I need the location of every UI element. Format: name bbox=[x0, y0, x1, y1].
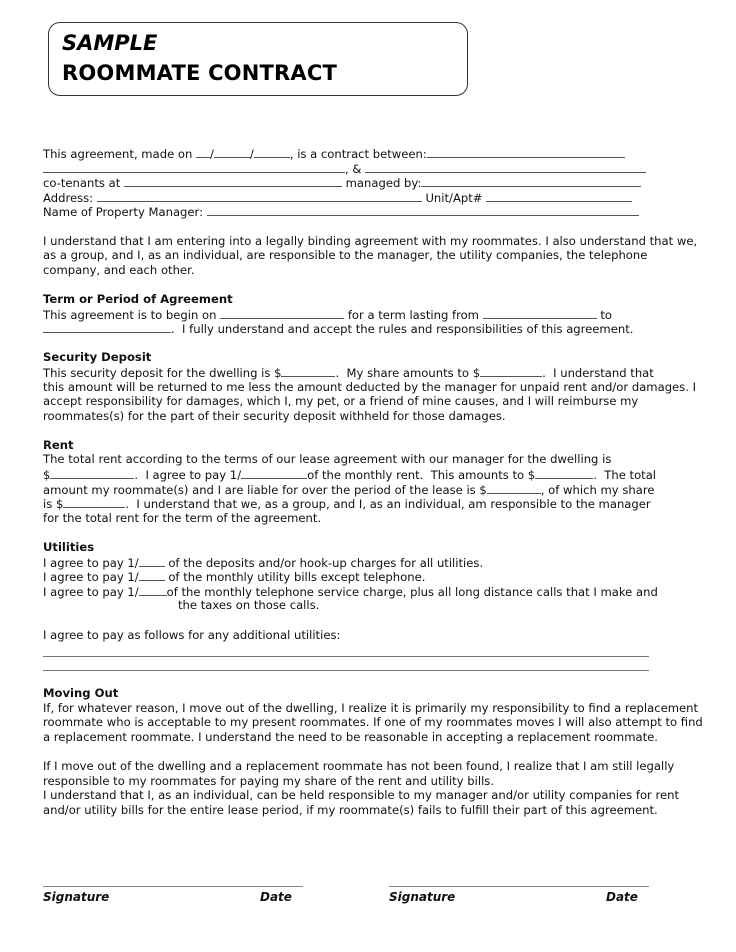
signature-label: Signature bbox=[43, 890, 110, 904]
date-year-field[interactable] bbox=[254, 146, 290, 158]
party-2-field[interactable] bbox=[43, 161, 345, 173]
utility-bills-fraction-field[interactable] bbox=[139, 569, 165, 581]
term-line-2 bbox=[43, 321, 703, 336]
text: , of which my share bbox=[540, 482, 655, 497]
text: of the deposits and/or hook-up charges for all utilities. bbox=[164, 555, 484, 570]
rent-line-4 bbox=[43, 496, 703, 511]
deposit-paragraph: this amount will be returned to me less the amount deducted by the manager for unpaid rent and/or damages. I accept responsibility for damages, which I, my pet, or a friend of mine causes, and I will reimburse my roommates(s) for the part of their security deposit withheld for those damages. bbox=[43, 379, 697, 423]
lease-share-field[interactable] bbox=[63, 496, 125, 508]
utilities-line-3-cont: the taxes on those calls. bbox=[178, 598, 320, 613]
text: / bbox=[210, 147, 214, 161]
term-to-field[interactable] bbox=[43, 321, 171, 333]
parties-line-3 bbox=[43, 175, 703, 190]
monthly-share-field[interactable] bbox=[535, 467, 593, 479]
text: amount my roommate(s) and I are liable for over the period of the lease is $ bbox=[43, 482, 487, 497]
text: co-tenants at bbox=[43, 176, 124, 191]
total-rent-field[interactable] bbox=[50, 467, 134, 479]
title-box bbox=[48, 22, 468, 96]
text: Name of Property Manager: bbox=[43, 205, 207, 220]
term-line-1 bbox=[43, 307, 703, 322]
deposit-share-field[interactable] bbox=[480, 365, 542, 377]
date-label: Date bbox=[260, 890, 292, 904]
date-month-field[interactable] bbox=[196, 146, 210, 158]
text: , & bbox=[345, 161, 366, 176]
text: This agreement is to begin on bbox=[43, 307, 221, 322]
co-tenants-at-field[interactable] bbox=[124, 175, 342, 187]
hookup-fraction-field[interactable] bbox=[139, 555, 165, 567]
deposit-amount-field[interactable] bbox=[281, 365, 335, 377]
document-title: ROOMMATE CONTRACT bbox=[62, 61, 337, 85]
additional-utilities-field-2[interactable] bbox=[43, 657, 649, 672]
rent-line-5: for the total rent for the term of the agreement. bbox=[43, 510, 322, 525]
property-manager-field[interactable] bbox=[207, 204, 639, 216]
intro-paragraph: I understand that I am entering into a legally binding agreement with my roommates. I also understand that we, as a group, and I, as an individual, are responsible to the manager, the utility companies, the telephone company, and each other. bbox=[43, 233, 698, 277]
moving-out-paragraph-1: If, for whatever reason, I move out of the dwelling, I realize it is primarily my responsibility to find a replacement roommate who is acceptable to my present roommates. If one of my roommates moves I will also attempt to find a replacement roommate. I understand the need to be reasonable in accepting a replacement roommate. bbox=[43, 700, 703, 744]
utilities-line-2 bbox=[43, 569, 703, 584]
managed-by-field[interactable] bbox=[421, 175, 641, 187]
text: / bbox=[249, 147, 254, 161]
telephone-fraction-field[interactable] bbox=[139, 584, 167, 596]
text: is $ bbox=[43, 497, 64, 512]
party-1-field[interactable] bbox=[427, 146, 625, 158]
text: . I understand that bbox=[542, 365, 654, 380]
signature-area bbox=[43, 886, 653, 910]
additional-utilities-label: I agree to pay as follows for any additional utilities: bbox=[43, 627, 341, 642]
signature-line-2[interactable] bbox=[389, 886, 649, 887]
rent-line-2 bbox=[43, 467, 703, 482]
date-day-field[interactable] bbox=[214, 146, 250, 158]
address-field[interactable] bbox=[97, 190, 422, 202]
text: of the monthly rent. This amounts to $ bbox=[307, 468, 536, 483]
parties-line-4 bbox=[43, 190, 703, 205]
lease-total-field[interactable] bbox=[487, 482, 541, 494]
text: This security deposit for the dwelling is $ bbox=[43, 365, 282, 380]
moving-out-paragraph-2: If I move out of the dwelling and a replacement roommate has not been found, I realize that I am still legally responsible to my roommates for paying my share of the rent and utility bills. bbox=[43, 758, 675, 788]
rent-line-1: The total rent according to the terms of our lease agreement with our manager for the dwelling is bbox=[43, 452, 612, 467]
utilities-line-1 bbox=[43, 555, 703, 570]
text: , is a contract between: bbox=[289, 147, 427, 161]
security-deposit-heading: Security Deposit bbox=[43, 350, 152, 365]
party-3-field[interactable] bbox=[365, 161, 646, 173]
text: . I fully understand and accept the rules and responsibilities of this agreement. bbox=[171, 322, 634, 337]
rent-line-3 bbox=[43, 482, 703, 497]
text: $ bbox=[43, 468, 51, 483]
text: This agreement, made on bbox=[43, 147, 197, 161]
text: . I understand that we, as a group, and I, as an individual, am responsible to the manager bbox=[125, 497, 651, 512]
date-label: Date bbox=[606, 890, 638, 904]
unit-apt-field[interactable] bbox=[486, 190, 632, 202]
text: . My share amounts to $ bbox=[335, 365, 481, 380]
deposit-line-1 bbox=[43, 365, 703, 380]
rent-fraction-field[interactable] bbox=[241, 467, 307, 479]
rent-heading: Rent bbox=[43, 437, 74, 452]
contract-body bbox=[43, 146, 703, 817]
text: Address: bbox=[43, 190, 97, 205]
parties-line-5 bbox=[43, 204, 703, 219]
text: of the monthly utility bills except telephone. bbox=[164, 570, 426, 585]
parties-line-2 bbox=[43, 161, 703, 176]
text: I agree to pay 1/ bbox=[43, 555, 139, 570]
sample-label: SAMPLE bbox=[62, 31, 158, 55]
moving-out-heading: Moving Out bbox=[43, 685, 119, 700]
text: for a term lasting from bbox=[344, 307, 483, 322]
text: Unit/Apt# bbox=[421, 190, 487, 205]
text: to bbox=[596, 307, 612, 322]
term-from-field[interactable] bbox=[483, 307, 597, 319]
text: of the monthly telephone service charge, plus all long distance calls that I make and bbox=[166, 584, 658, 599]
text: I agree to pay 1/ bbox=[43, 570, 139, 585]
additional-utilities-field-1[interactable] bbox=[43, 642, 649, 657]
text: . I agree to pay 1/ bbox=[134, 468, 242, 483]
signature-block-1 bbox=[43, 886, 303, 904]
text: . The total bbox=[593, 468, 657, 483]
signature-block-2 bbox=[389, 886, 649, 904]
term-heading: Term or Period of Agreement bbox=[43, 291, 233, 306]
signature-label: Signature bbox=[389, 890, 456, 904]
moving-out-paragraph-3: I understand that I, as an individual, can be held responsible to my manager and/or utility companies for rent and/or utility bills for the entire lease period, if my roommate(s) fails to fulfill their part of this agreement. bbox=[43, 788, 680, 817]
begin-date-field[interactable] bbox=[220, 307, 344, 319]
utilities-heading: Utilities bbox=[43, 540, 95, 555]
parties-line-1 bbox=[43, 146, 703, 161]
text: managed by: bbox=[341, 176, 422, 191]
utilities-line-3 bbox=[43, 584, 703, 599]
signature-line-1[interactable] bbox=[43, 886, 303, 887]
text: I agree to pay 1/ bbox=[43, 584, 139, 599]
